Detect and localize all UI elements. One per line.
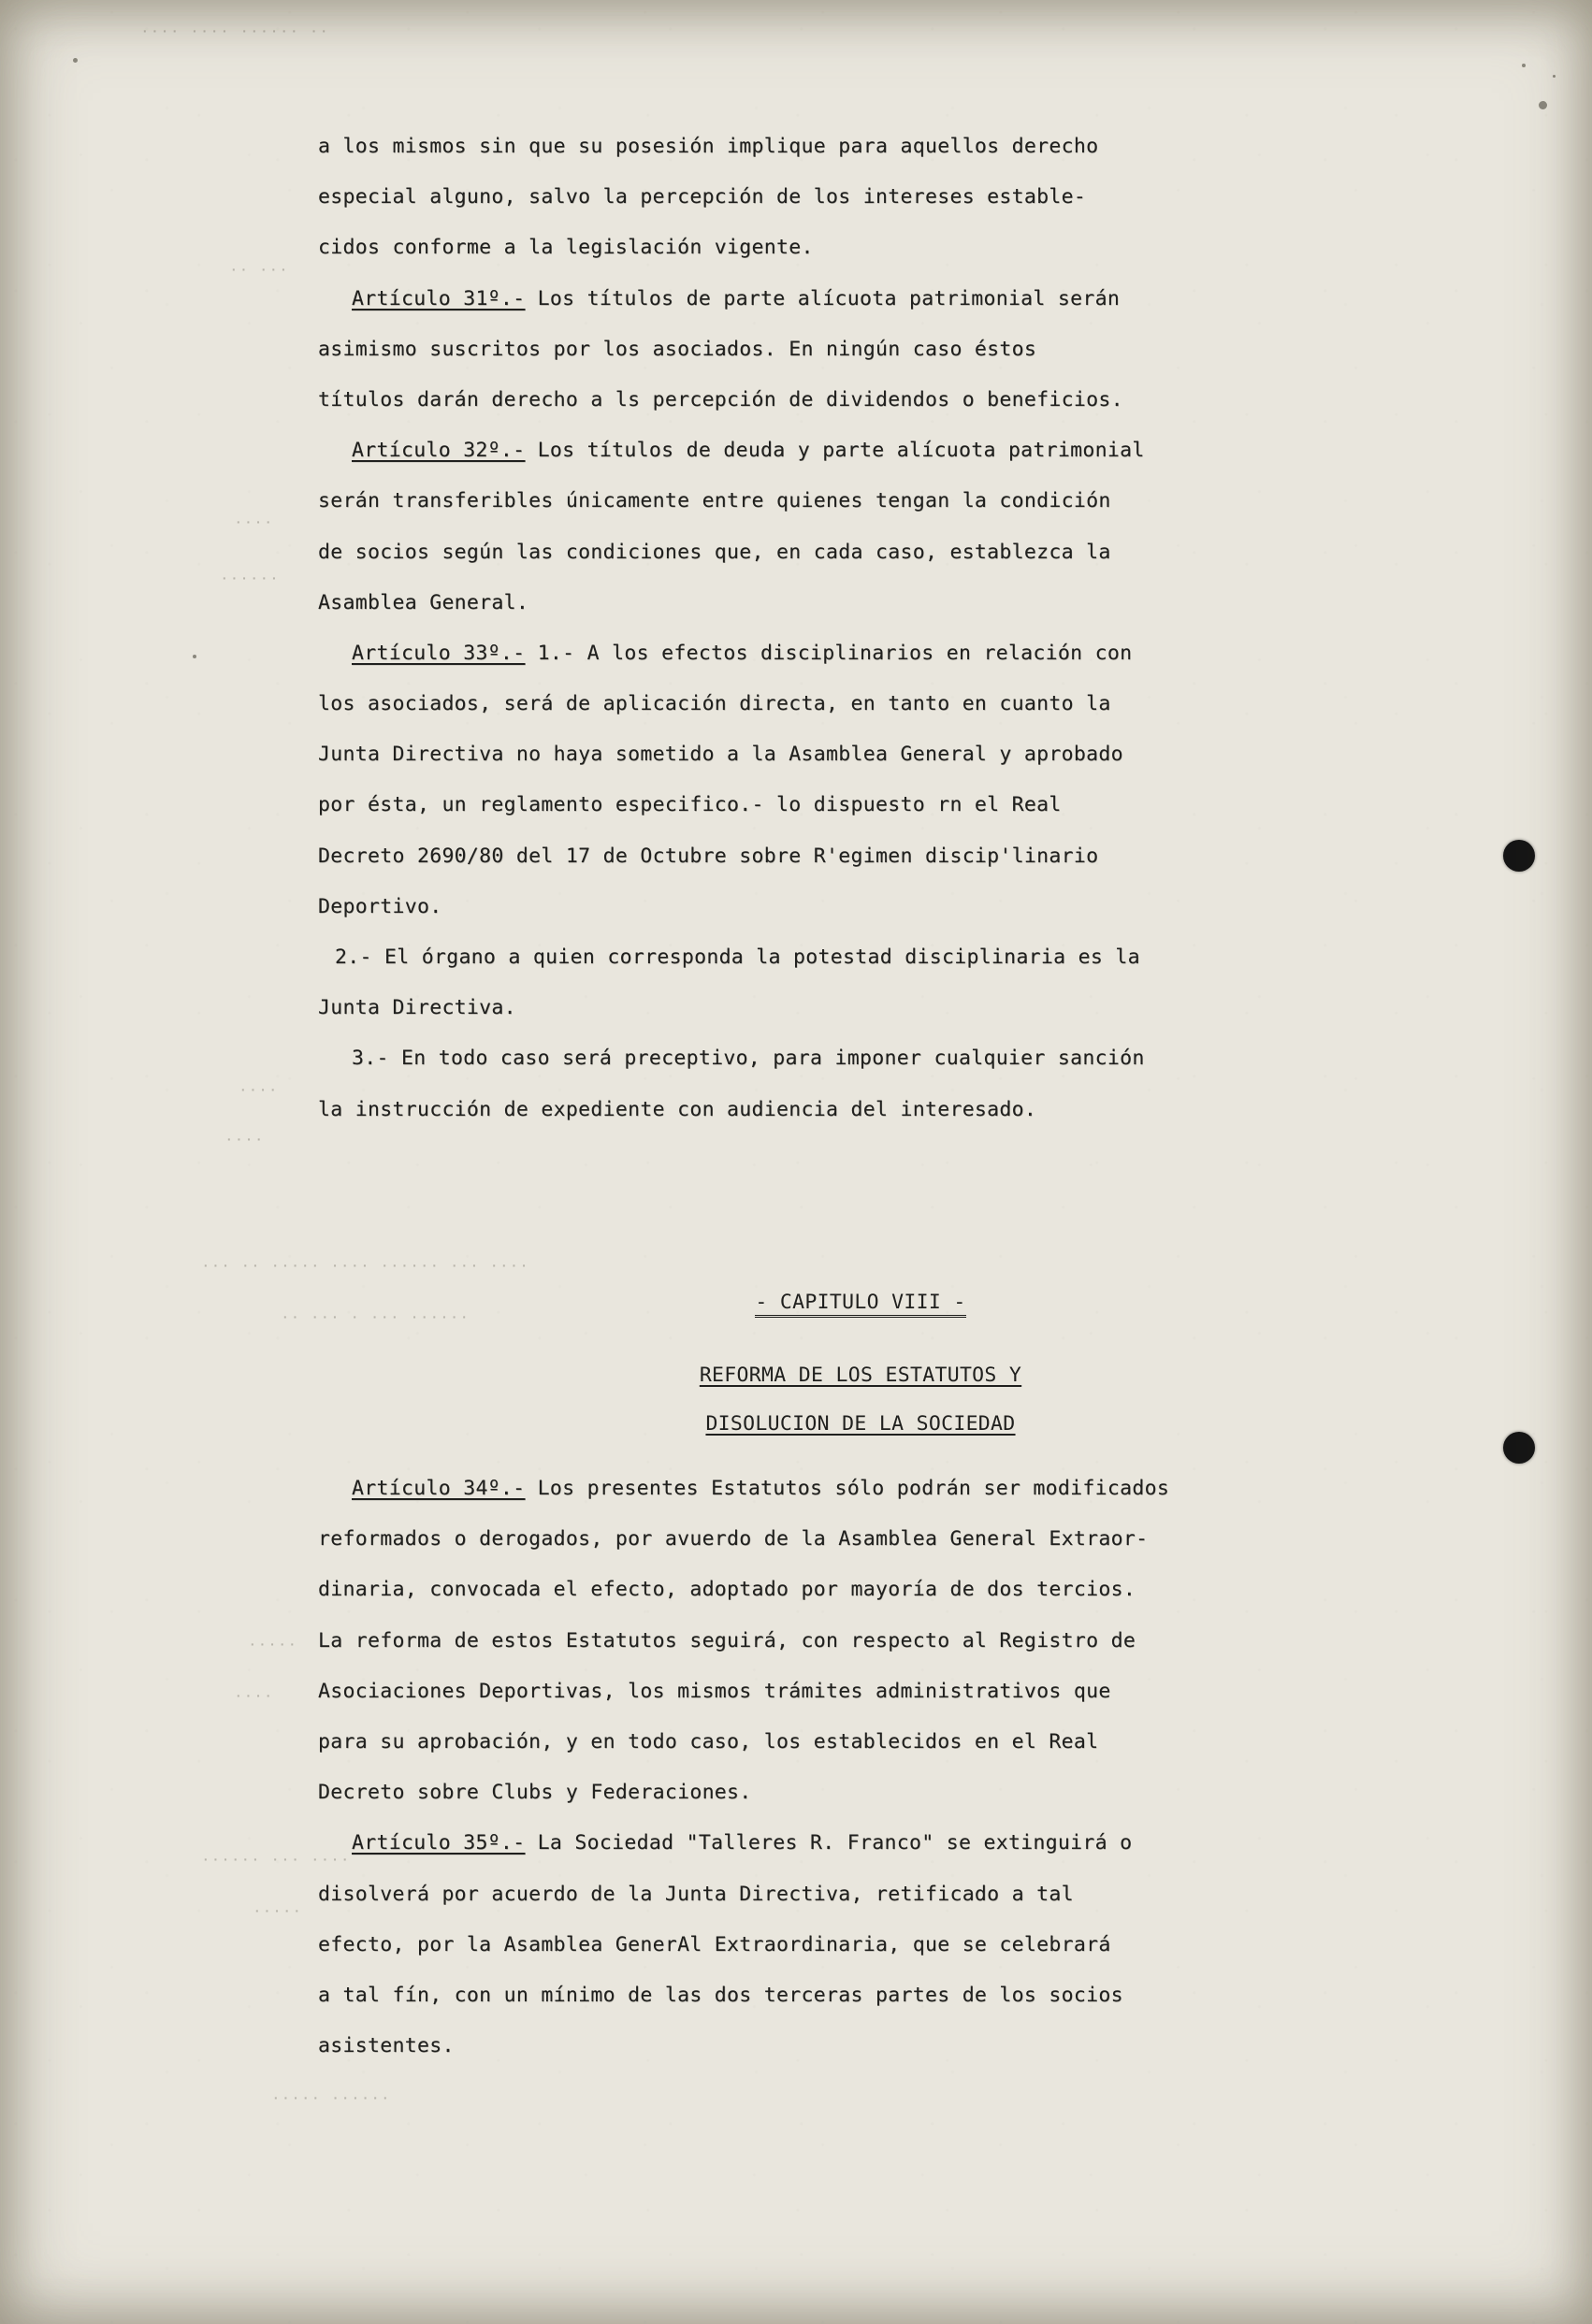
bleed-through-text: .... <box>224 1127 265 1145</box>
line-text: Los títulos de deuda y parte alícuota patrimonial <box>525 439 1145 463</box>
bleed-through-text: ..... <box>253 1898 303 1916</box>
line-text: 1.- A los efectos disciplinarios en relación con <box>525 641 1133 665</box>
body-lower-line: asistentes. <box>318 2034 455 2058</box>
body-lower-line: a tal fín, con un mínimo de las dos terceras partes de los socios <box>318 1983 1123 2007</box>
bleed-through-text: ...... <box>220 566 280 584</box>
scan-speck <box>1522 64 1526 67</box>
bleed-through-text: ... .. ..... .... ...... ... .... <box>201 1253 529 1271</box>
body-upper-line: especial alguno, salvo la percepción de los intereses estable- <box>318 185 1087 209</box>
body-upper-line: Junta Directiva. <box>318 996 516 1020</box>
line-text: Los presentes Estatutos sólo podrán ser modificados <box>525 1477 1170 1500</box>
document-text-block-lower <box>318 1464 1403 2071</box>
body-lower-line: dinaria, convocada el efecto, adoptado por mayoría de dos tercios. <box>318 1578 1136 1602</box>
line-text: La Sociedad "Talleres R. Franco" se extinguirá o <box>525 1831 1133 1855</box>
body-lower-line: disolverá por acuerdo de la Junta Directiva, retificado a tal <box>318 1882 1074 1906</box>
body-lower-line: para su aprobación, y en todo caso, los establecidos en el Real <box>318 1729 1099 1754</box>
body-upper-line: los asociados, será de aplicación directa, en tanto en cuanto la <box>318 692 1111 716</box>
body-upper-line: títulos darán derecho a ls percepción de dividendos o beneficios. <box>318 387 1123 411</box>
body-lower-line <box>318 1818 1403 1869</box>
punched-hole-icon <box>1503 840 1535 872</box>
chapter-title-line-2: DISOLUCION DE LA SOCIEDAD <box>705 1412 1016 1436</box>
body-upper-line: Decreto 2690/80 del 17 de Octubre sobre R'egimen discip'linario <box>318 844 1099 868</box>
bleed-through-text: .. ... <box>229 257 289 275</box>
chapter-heading <box>318 1291 1403 1318</box>
bleed-through-text: ...... ... .... <box>201 1847 351 1865</box>
bleed-through-text: .. ... . ... ...... <box>281 1305 470 1322</box>
body-lower-line: reformados o derogados, por avuerdo de la Asamblea General Extraor- <box>318 1527 1149 1552</box>
body-upper-line: 2.- El órgano a quien corresponda la potestad disciplinaria es la <box>335 945 1140 969</box>
article-heading: Artículo 35º.- <box>352 1831 526 1855</box>
scan-speck <box>1539 101 1547 109</box>
body-upper-line <box>318 274 1403 325</box>
bleed-through-text: .... <box>234 510 274 527</box>
bleed-through-text: .... .... ...... .. <box>140 19 330 36</box>
body-upper-line: 3.- En todo caso será preceptivo, para imponer cualquier sanción <box>352 1047 1145 1071</box>
body-upper-line: de socios según las condiciones que, en cada caso, establezca la <box>318 540 1111 564</box>
article-heading: Artículo 31º.- <box>352 286 526 310</box>
body-upper-line: serán transferibles únicamente entre quienes tengan la condición <box>318 489 1111 513</box>
bleed-through-text: ..... ...... <box>271 2086 391 2103</box>
body-lower-line <box>318 1464 1403 1514</box>
article-heading: Artículo 32º.- <box>352 439 526 463</box>
body-lower-line: La reforma de estos Estatutos seguirá, con respecto al Registro de <box>318 1628 1136 1653</box>
body-upper-line: Junta Directiva no haya sometido a la Asamblea General y aprobado <box>318 743 1123 767</box>
body-upper-line <box>318 628 1403 679</box>
body-upper-line: la instrucción de expediente con audiencia del interesado. <box>318 1097 1037 1121</box>
body-upper-line: Asamblea General. <box>318 590 529 614</box>
body-lower-line: Asociaciones Deportivas, los mismos trámites administrativos que <box>318 1679 1111 1703</box>
document-text-block-upper <box>318 122 1403 1135</box>
chapter-label: - CAPITULO VIII - <box>755 1291 965 1318</box>
bleed-through-text: .... <box>239 1077 279 1095</box>
article-heading: Artículo 34º.- <box>352 1477 526 1500</box>
chapter-title-line-1: REFORMA DE LOS ESTATUTOS Y <box>699 1364 1022 1387</box>
line-text: Los títulos de parte alícuota patrimonial serán <box>525 286 1121 310</box>
body-upper-line <box>318 426 1403 476</box>
body-upper-line: Deportivo. <box>318 894 442 918</box>
scan-speck <box>193 655 196 658</box>
body-upper-line: a los mismos sin que su posesión implique para aquellos derecho <box>318 135 1099 158</box>
bleed-through-text: .... <box>234 1683 274 1701</box>
chapter-title <box>318 1364 1403 1387</box>
bleed-through-text: ..... <box>248 1632 298 1650</box>
body-lower-line: efecto, por la Asamblea GenerAl Extraordinaria, que se celebrará <box>318 1932 1111 1956</box>
body-upper-line: asimismo suscritos por los asociados. En ningún caso éstos <box>318 337 1037 361</box>
body-lower-line: Decreto sobre Clubs y Federaciones. <box>318 1781 752 1805</box>
body-upper-line: cidos conforme a la legislación vigente. <box>318 236 814 260</box>
article-heading: Artículo 33º.- <box>352 641 526 665</box>
body-upper-line: por ésta, un reglamento especifico.- lo dispuesto rn el Real <box>318 793 1062 817</box>
punched-hole-icon <box>1503 1432 1535 1464</box>
scan-speck <box>73 58 78 63</box>
chapter-title-second-line <box>318 1412 1403 1436</box>
scan-speck <box>1553 75 1556 78</box>
